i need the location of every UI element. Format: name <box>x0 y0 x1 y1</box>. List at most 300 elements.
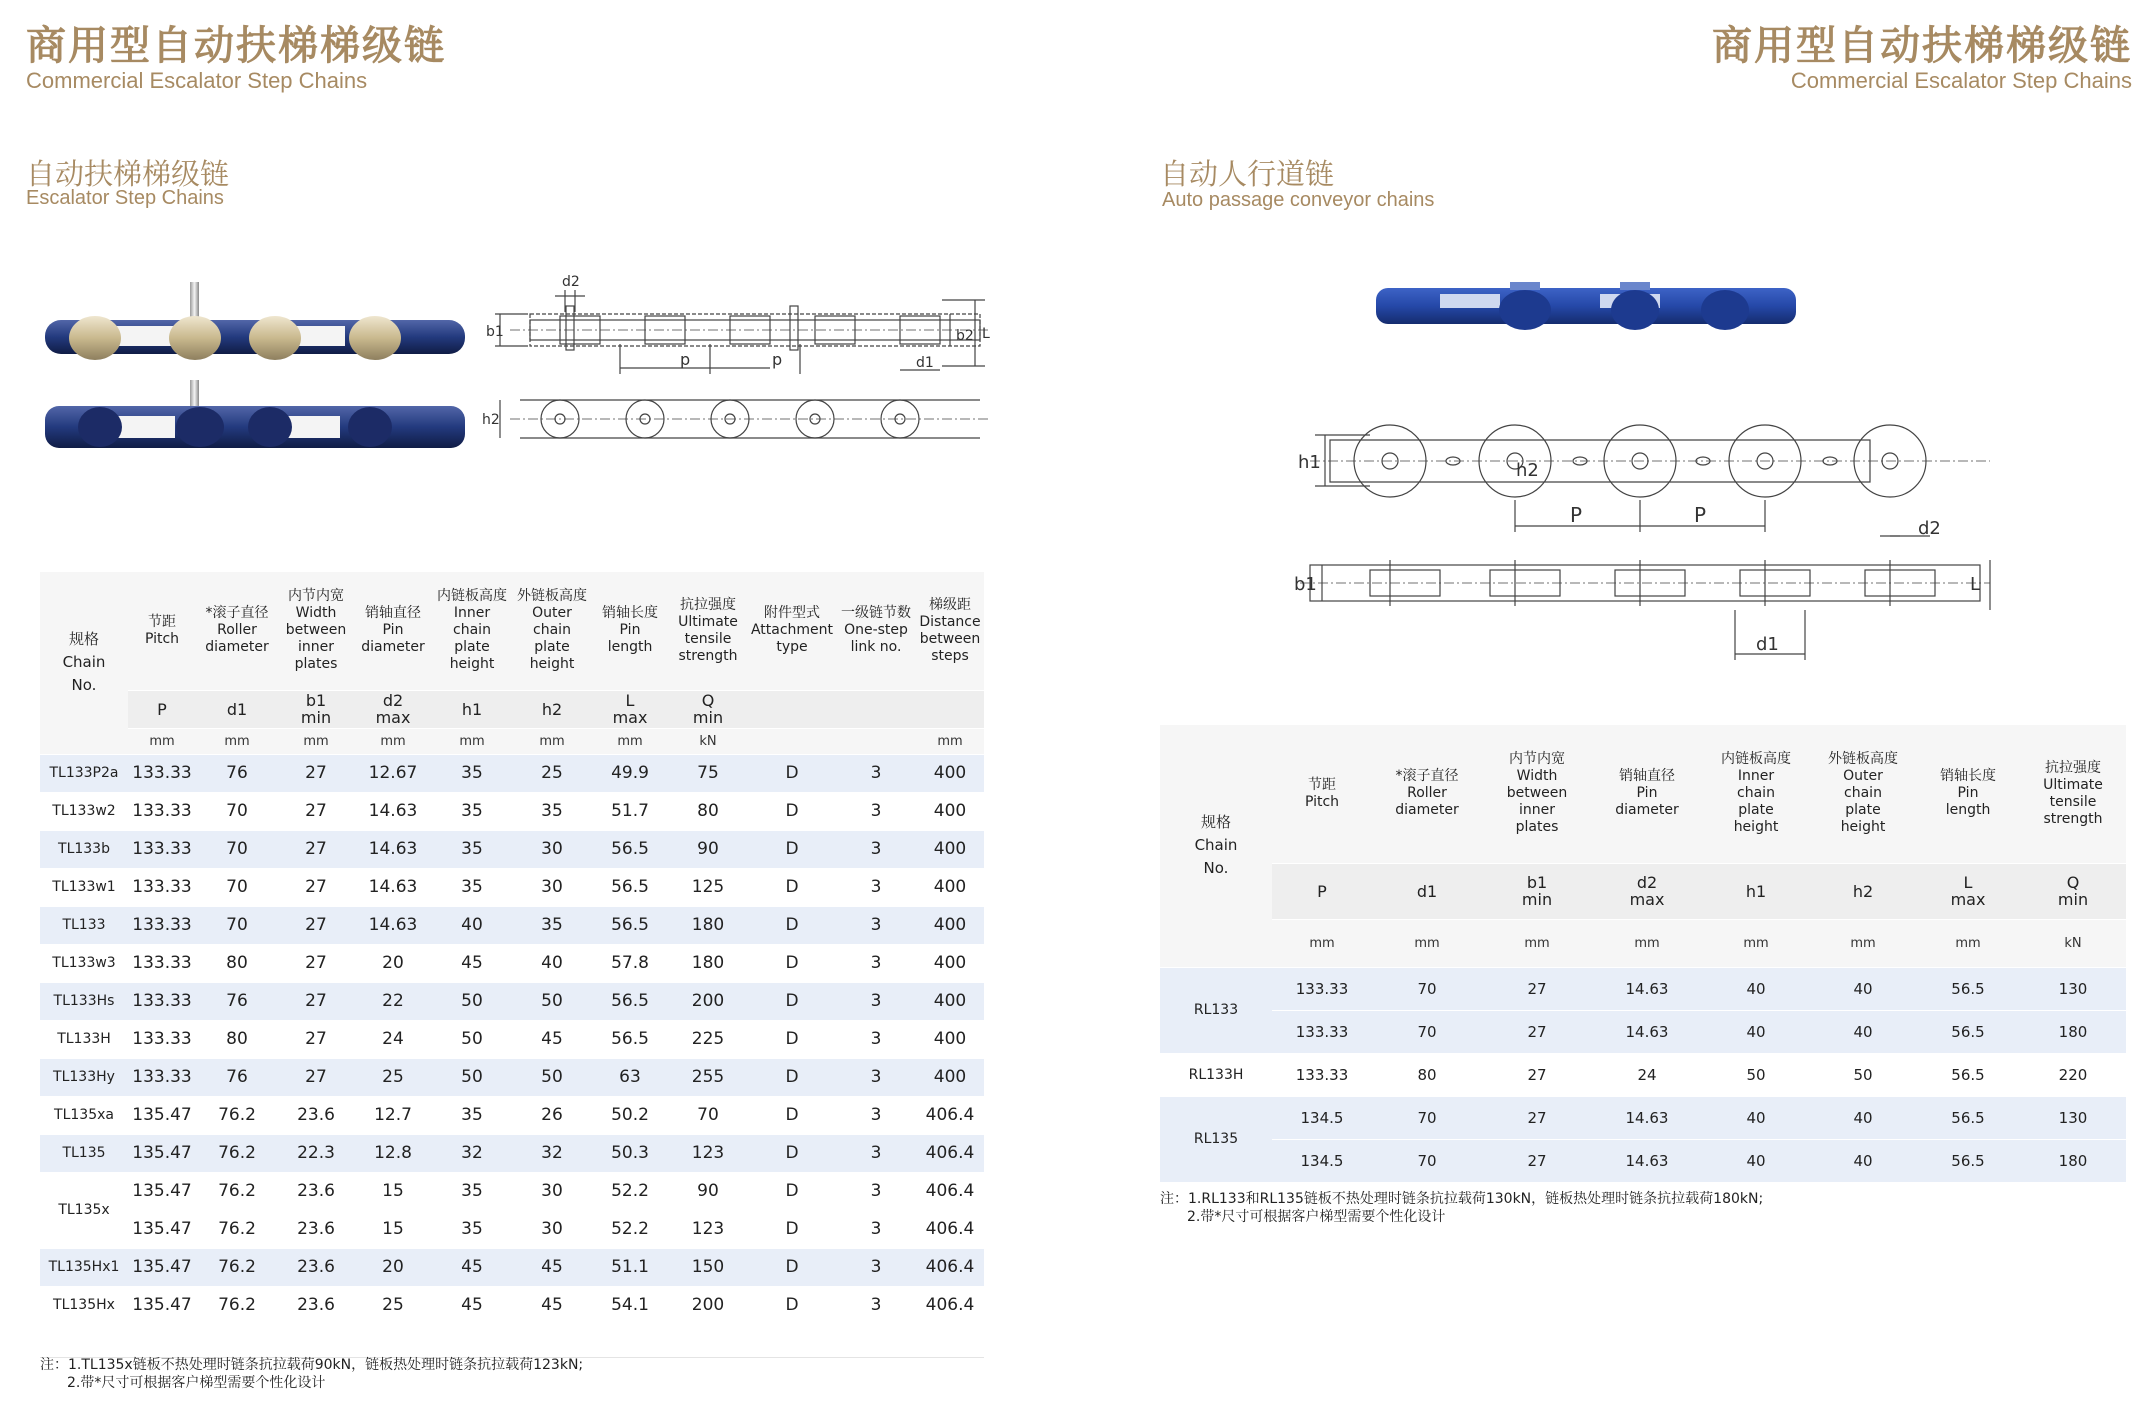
col-header-5: 外链板高度 Outer chain plate height <box>512 572 592 690</box>
value-cell: 22 <box>354 982 432 1020</box>
col-header-6: 销轴长度 Pin length <box>1916 725 2020 863</box>
value-cell: 134.5 <box>1272 1096 1372 1139</box>
value-cell: 40 <box>1810 967 1916 1010</box>
value-cell: D <box>748 1172 836 1210</box>
value-cell: 25 <box>354 1286 432 1324</box>
value-cell: 12.8 <box>354 1134 432 1172</box>
col-header-0: 节距 Pitch <box>1272 725 1372 863</box>
value-cell: 56.5 <box>1916 1096 2020 1139</box>
page-title-cn-left: 商用型自动扶梯梯级链 <box>26 23 446 69</box>
value-cell: 23.6 <box>278 1210 354 1248</box>
value-cell: 56.5 <box>592 906 668 944</box>
value-cell: 225 <box>668 1020 748 1058</box>
chain-no-cell: RL133H <box>1160 1053 1272 1096</box>
value-cell: 56.5 <box>1916 1053 2020 1096</box>
value-cell: 133.33 <box>128 830 196 868</box>
value-cell: 52.2 <box>592 1172 668 1210</box>
value-cell: 3 <box>836 1172 916 1210</box>
value-cell: 25 <box>512 754 592 792</box>
value-cell: 406.4 <box>916 1096 984 1134</box>
value-cell: 76.2 <box>196 1210 278 1248</box>
col-unit-2: mm <box>1482 919 1592 967</box>
chain-no-cell: RL133 <box>1160 967 1272 1053</box>
value-cell: 27 <box>278 754 354 792</box>
value-cell: 50 <box>1702 1053 1810 1096</box>
value-cell: 50 <box>1810 1053 1916 1096</box>
escalator-chain-drawing <box>480 270 1000 470</box>
value-cell: 76 <box>196 754 278 792</box>
value-cell: 70 <box>1372 1096 1482 1139</box>
value-cell: 14.63 <box>1592 1139 1702 1182</box>
col-header-7: 抗拉强度 Ultimate tensile strength <box>2020 725 2126 863</box>
table-row <box>40 1172 984 1210</box>
col-header-7: 抗拉强度 Ultimate tensile strength <box>668 572 748 690</box>
value-cell: 50.3 <box>592 1134 668 1172</box>
chain-no-cell: TL135 <box>40 1134 128 1172</box>
value-cell: 20 <box>354 944 432 982</box>
value-cell: 255 <box>668 1058 748 1096</box>
right-note-2: 2.带*尺寸可根据客户梯型需要个性化设计 <box>1187 1209 1446 1225</box>
value-cell: 125 <box>668 868 748 906</box>
col-header-9: 一级链节数 One-step link no. <box>836 572 916 690</box>
value-cell: 35 <box>432 830 512 868</box>
value-cell: 27 <box>278 944 354 982</box>
value-cell: D <box>748 792 836 830</box>
chain-no-cell: TL133P2a <box>40 754 128 792</box>
chain-no-cell: TL133w2 <box>40 792 128 830</box>
value-cell: 135.47 <box>128 1172 196 1210</box>
col-unit-5: mm <box>512 728 592 754</box>
value-cell: 35 <box>432 1172 512 1210</box>
value-cell: 50.2 <box>592 1096 668 1134</box>
chain-no-cell: TL133b <box>40 830 128 868</box>
value-cell: 130 <box>2020 1096 2126 1139</box>
value-cell: 24 <box>354 1020 432 1058</box>
value-cell: 400 <box>916 868 984 906</box>
value-cell: 45 <box>432 944 512 982</box>
value-cell: 400 <box>916 1020 984 1058</box>
value-cell: 40 <box>1702 967 1810 1010</box>
value-cell: 70 <box>196 792 278 830</box>
value-cell: D <box>748 1286 836 1324</box>
col-header-chain-no: 规格 Chain No. <box>1160 725 1272 967</box>
col-symbol-3: d2 max <box>354 690 432 728</box>
value-cell: 27 <box>278 1020 354 1058</box>
value-cell: 27 <box>1482 1096 1592 1139</box>
col-unit-3: mm <box>1592 919 1702 967</box>
value-cell: 70 <box>1372 1010 1482 1053</box>
value-cell: 133.33 <box>128 1058 196 1096</box>
value-cell: 133.33 <box>128 792 196 830</box>
value-cell: 70 <box>196 830 278 868</box>
table-row <box>40 1210 984 1248</box>
col-symbol-2: b1 min <box>278 690 354 728</box>
value-cell: 27 <box>1482 1139 1592 1182</box>
value-cell: 406.4 <box>916 1286 984 1324</box>
col-unit-1: mm <box>1372 919 1482 967</box>
col-symbol-7: Q min <box>2020 863 2126 919</box>
value-cell: 180 <box>668 944 748 982</box>
value-cell: 3 <box>836 1210 916 1248</box>
drawing-label-b2: b2 <box>956 328 974 344</box>
col-unit-10: mm <box>916 728 984 754</box>
value-cell: D <box>748 754 836 792</box>
value-cell: 45 <box>512 1020 592 1058</box>
table-row <box>40 868 984 906</box>
value-cell: 12.67 <box>354 754 432 792</box>
value-cell: 400 <box>916 906 984 944</box>
table-row <box>40 1134 984 1172</box>
table-row <box>40 1020 984 1058</box>
drawing-label-h1: h1 <box>1298 452 1321 473</box>
value-cell: 133.33 <box>128 944 196 982</box>
col-unit-9 <box>836 728 916 754</box>
col-unit-4: mm <box>432 728 512 754</box>
col-symbol-4: h1 <box>432 690 512 728</box>
value-cell: 400 <box>916 792 984 830</box>
col-header-10: 梯级距 Distance between steps <box>916 572 984 690</box>
col-unit-6: mm <box>1916 919 2020 967</box>
value-cell: 90 <box>668 1172 748 1210</box>
value-cell: 406.4 <box>916 1210 984 1248</box>
value-cell: 50 <box>432 982 512 1020</box>
value-cell: 27 <box>1482 1010 1592 1053</box>
left-section-title-cn: 自动扶梯梯级链 <box>26 157 230 191</box>
value-cell: 400 <box>916 830 984 868</box>
value-cell: 70 <box>1372 967 1482 1010</box>
value-cell: 27 <box>278 1058 354 1096</box>
right-section-title-en: Auto passage conveyor chains <box>1162 189 1435 211</box>
value-cell: 54.1 <box>592 1286 668 1324</box>
value-cell: 40 <box>1810 1139 1916 1182</box>
value-cell: 50 <box>512 1058 592 1096</box>
table-row <box>40 906 984 944</box>
col-unit-7: kN <box>2020 919 2126 967</box>
drawing-label-L: L <box>982 326 990 342</box>
col-header-4: 内链板高度 Inner chain plate height <box>1702 725 1810 863</box>
value-cell: 27 <box>1482 967 1592 1010</box>
value-cell: 25 <box>354 1058 432 1096</box>
value-cell: 45 <box>432 1248 512 1286</box>
value-cell: 27 <box>278 830 354 868</box>
value-cell: 220 <box>2020 1053 2126 1096</box>
value-cell: 35 <box>512 792 592 830</box>
value-cell: 50 <box>512 982 592 1020</box>
value-cell: 80 <box>196 944 278 982</box>
value-cell: 14.63 <box>1592 1010 1702 1053</box>
col-unit-1: mm <box>196 728 278 754</box>
col-unit-6: mm <box>592 728 668 754</box>
value-cell: 56.5 <box>592 982 668 1020</box>
col-header-8: 附件型式 Attachment type <box>748 572 836 690</box>
value-cell: 49.9 <box>592 754 668 792</box>
conveyor-spec-table <box>1160 725 2126 1183</box>
drawing-label-P1: P <box>1570 503 1583 527</box>
value-cell: 20 <box>354 1248 432 1286</box>
value-cell: 133.33 <box>128 754 196 792</box>
value-cell: 26 <box>512 1096 592 1134</box>
value-cell: 76 <box>196 982 278 1020</box>
value-cell: D <box>748 982 836 1020</box>
value-cell: 400 <box>916 982 984 1020</box>
chain-no-cell: TL135Hx1 <box>40 1248 128 1286</box>
drawing-label-p1: p <box>680 350 691 369</box>
value-cell: 80 <box>196 1020 278 1058</box>
chain-no-cell: TL133w3 <box>40 944 128 982</box>
value-cell: 123 <box>668 1210 748 1248</box>
col-symbol-7: Q min <box>668 690 748 728</box>
value-cell: 76.2 <box>196 1172 278 1210</box>
drawing-label-d2-right: d2 <box>1918 518 1941 539</box>
col-unit-8 <box>748 728 836 754</box>
value-cell: 80 <box>1372 1053 1482 1096</box>
value-cell: 75 <box>668 754 748 792</box>
value-cell: D <box>748 1134 836 1172</box>
table-row <box>40 830 984 868</box>
value-cell: 35 <box>432 1210 512 1248</box>
value-cell: 35 <box>432 868 512 906</box>
value-cell: 32 <box>432 1134 512 1172</box>
right-note-1: 注：1.RL133和RL135链板不热处理时链条抗拉载荷130kN，链板热处理时链条抗拉载荷180kN; <box>1160 1191 1764 1207</box>
chain-no-cell: TL133Hs <box>40 982 128 1020</box>
escalator-spec-table <box>40 572 984 1325</box>
value-cell: 27 <box>278 906 354 944</box>
chain-no-cell: TL133Hy <box>40 1058 128 1096</box>
col-header-3: 销轴直径 Pin diameter <box>1592 725 1702 863</box>
value-cell: 30 <box>512 1172 592 1210</box>
value-cell: D <box>748 1248 836 1286</box>
col-symbol-8 <box>748 690 836 728</box>
col-header-1: *滚子直径 Roller diameter <box>196 572 278 690</box>
table-row <box>40 792 984 830</box>
value-cell: 3 <box>836 868 916 906</box>
value-cell: 15 <box>354 1210 432 1248</box>
value-cell: 76.2 <box>196 1096 278 1134</box>
value-cell: 51.1 <box>592 1248 668 1286</box>
value-cell: 150 <box>668 1248 748 1286</box>
value-cell: 3 <box>836 1248 916 1286</box>
left-section-title-en: Escalator Step Chains <box>26 187 224 209</box>
table-row <box>40 1058 984 1096</box>
col-symbol-9 <box>836 690 916 728</box>
col-symbol-5: h2 <box>1810 863 1916 919</box>
value-cell: 133.33 <box>128 1020 196 1058</box>
value-cell: 27 <box>278 982 354 1020</box>
col-symbol-4: h1 <box>1702 863 1810 919</box>
table-row <box>1160 967 2126 1010</box>
left-note-2: 2.带*尺寸可根据客户梯型需要个性化设计 <box>67 1375 326 1391</box>
col-symbol-0: P <box>128 690 196 728</box>
value-cell: 14.63 <box>1592 1096 1702 1139</box>
value-cell: 400 <box>916 944 984 982</box>
value-cell: 14.63 <box>354 830 432 868</box>
table-row <box>1160 1096 2126 1139</box>
drawing-label-h2: h2 <box>482 412 500 428</box>
value-cell: 40 <box>1810 1010 1916 1053</box>
value-cell: 15 <box>354 1172 432 1210</box>
col-symbol-1: d1 <box>196 690 278 728</box>
value-cell: 40 <box>1702 1096 1810 1139</box>
value-cell: D <box>748 830 836 868</box>
drawing-label-p2: p <box>772 350 783 369</box>
value-cell: 3 <box>836 982 916 1020</box>
value-cell: 400 <box>916 1058 984 1096</box>
value-cell: 70 <box>668 1096 748 1134</box>
value-cell: 45 <box>512 1248 592 1286</box>
value-cell: 35 <box>512 906 592 944</box>
value-cell: 56.5 <box>1916 1010 2020 1053</box>
col-unit-4: mm <box>1702 919 1810 967</box>
value-cell: 56.5 <box>1916 967 2020 1010</box>
value-cell: 35 <box>432 754 512 792</box>
drawing-label-b1: b1 <box>486 324 504 340</box>
col-symbol-2: b1 min <box>1482 863 1592 919</box>
value-cell: 22.3 <box>278 1134 354 1172</box>
table-row <box>40 944 984 982</box>
value-cell: 76 <box>196 1058 278 1096</box>
drawing-label-d1-right: d1 <box>1756 634 1779 655</box>
col-header-chain-no: 规格 Chain No. <box>40 572 128 754</box>
table-row <box>40 1248 984 1286</box>
col-unit-7: kN <box>668 728 748 754</box>
value-cell: 40 <box>512 944 592 982</box>
value-cell: 406.4 <box>916 1248 984 1286</box>
value-cell: 12.7 <box>354 1096 432 1134</box>
value-cell: 133.33 <box>1272 1053 1372 1096</box>
col-symbol-10 <box>916 690 984 728</box>
chain-no-cell: TL133 <box>40 906 128 944</box>
col-unit-0: mm <box>128 728 196 754</box>
col-unit-2: mm <box>278 728 354 754</box>
value-cell: 3 <box>836 830 916 868</box>
value-cell: 400 <box>916 754 984 792</box>
value-cell: 135.47 <box>128 1286 196 1324</box>
value-cell: D <box>748 1058 836 1096</box>
chain-no-cell: TL135Hx <box>40 1286 128 1324</box>
value-cell: 80 <box>668 792 748 830</box>
value-cell: 3 <box>836 1134 916 1172</box>
value-cell: 23.6 <box>278 1096 354 1134</box>
value-cell: 133.33 <box>1272 967 1372 1010</box>
value-cell: 56.5 <box>592 1020 668 1058</box>
right-section-title-cn: 自动人行道链 <box>1160 157 1335 191</box>
table-row <box>1160 1139 2126 1182</box>
col-symbol-6: L max <box>1916 863 2020 919</box>
value-cell: 3 <box>836 944 916 982</box>
conveyor-chain-drawing <box>1290 410 2010 670</box>
value-cell: 130 <box>2020 967 2126 1010</box>
drawing-label-d1: d1 <box>916 355 934 371</box>
value-cell: 14.63 <box>354 792 432 830</box>
chain-no-cell: TL135xa <box>40 1096 128 1134</box>
value-cell: 180 <box>2020 1139 2126 1182</box>
value-cell: 135.47 <box>128 1210 196 1248</box>
chain-no-cell: TL133w1 <box>40 868 128 906</box>
value-cell: 133.33 <box>128 982 196 1020</box>
drawing-label-d2: d2 <box>562 274 580 290</box>
col-header-2: 内节内宽 Width between inner plates <box>278 572 354 690</box>
value-cell: 134.5 <box>1272 1139 1372 1182</box>
col-symbol-6: L max <box>592 690 668 728</box>
value-cell: 56.5 <box>1916 1139 2020 1182</box>
chain-no-cell: TL135x <box>40 1172 128 1248</box>
value-cell: 40 <box>432 906 512 944</box>
value-cell: 76.2 <box>196 1134 278 1172</box>
col-header-5: 外链板高度 Outer chain plate height <box>1810 725 1916 863</box>
value-cell: 133.33 <box>128 906 196 944</box>
col-symbol-0: P <box>1272 863 1372 919</box>
page-title-cn-right: 商用型自动扶梯梯级链 <box>1712 23 2132 69</box>
value-cell: 70 <box>1372 1139 1482 1182</box>
table-row <box>1160 1053 2126 1096</box>
value-cell: 123 <box>668 1134 748 1172</box>
value-cell: 200 <box>668 982 748 1020</box>
conveyor-chain-photo <box>1370 270 1810 340</box>
drawing-label-L-right: L <box>1970 574 1981 595</box>
value-cell: 133.33 <box>128 868 196 906</box>
value-cell: 3 <box>836 1286 916 1324</box>
chain-no-cell: TL133H <box>40 1020 128 1058</box>
value-cell: 135.47 <box>128 1134 196 1172</box>
chain-no-cell: RL135 <box>1160 1096 1272 1182</box>
value-cell: 3 <box>836 754 916 792</box>
value-cell: 35 <box>432 792 512 830</box>
drawing-label-P2: P <box>1694 503 1707 527</box>
page-title-en-left: Commercial Escalator Step Chains <box>26 68 368 93</box>
value-cell: 56.5 <box>592 868 668 906</box>
escalator-chain-photo <box>40 270 470 460</box>
value-cell: D <box>748 944 836 982</box>
value-cell: 133.33 <box>1272 1010 1372 1053</box>
value-cell: 27 <box>278 868 354 906</box>
value-cell: 40 <box>1810 1096 1916 1139</box>
value-cell: 3 <box>836 1020 916 1058</box>
value-cell: 45 <box>432 1286 512 1324</box>
value-cell: 135.47 <box>128 1248 196 1286</box>
value-cell: 70 <box>196 868 278 906</box>
value-cell: 135.47 <box>128 1096 196 1134</box>
value-cell: 32 <box>512 1134 592 1172</box>
value-cell: 14.63 <box>1592 967 1702 1010</box>
value-cell: 27 <box>278 792 354 830</box>
value-cell: 30 <box>512 830 592 868</box>
col-unit-5: mm <box>1810 919 1916 967</box>
value-cell: 30 <box>512 868 592 906</box>
col-header-0: 节距 Pitch <box>128 572 196 690</box>
value-cell: 30 <box>512 1210 592 1248</box>
value-cell: 50 <box>432 1058 512 1096</box>
table-row <box>40 1286 984 1324</box>
value-cell: 23.6 <box>278 1286 354 1324</box>
col-header-4: 内链板高度 Inner chain plate height <box>432 572 512 690</box>
value-cell: 406.4 <box>916 1172 984 1210</box>
value-cell: 45 <box>512 1286 592 1324</box>
value-cell: D <box>748 868 836 906</box>
page-title-en-right: Commercial Escalator Step Chains <box>1790 68 2132 93</box>
value-cell: 52.2 <box>592 1210 668 1248</box>
value-cell: D <box>748 1020 836 1058</box>
value-cell: 14.63 <box>354 906 432 944</box>
value-cell: 23.6 <box>278 1172 354 1210</box>
value-cell: 35 <box>432 1096 512 1134</box>
value-cell: 3 <box>836 792 916 830</box>
value-cell: 50 <box>432 1020 512 1058</box>
value-cell: 76.2 <box>196 1248 278 1286</box>
col-header-3: 销轴直径 Pin diameter <box>354 572 432 690</box>
value-cell: 57.8 <box>592 944 668 982</box>
value-cell: 24 <box>1592 1053 1702 1096</box>
col-symbol-5: h2 <box>512 690 592 728</box>
